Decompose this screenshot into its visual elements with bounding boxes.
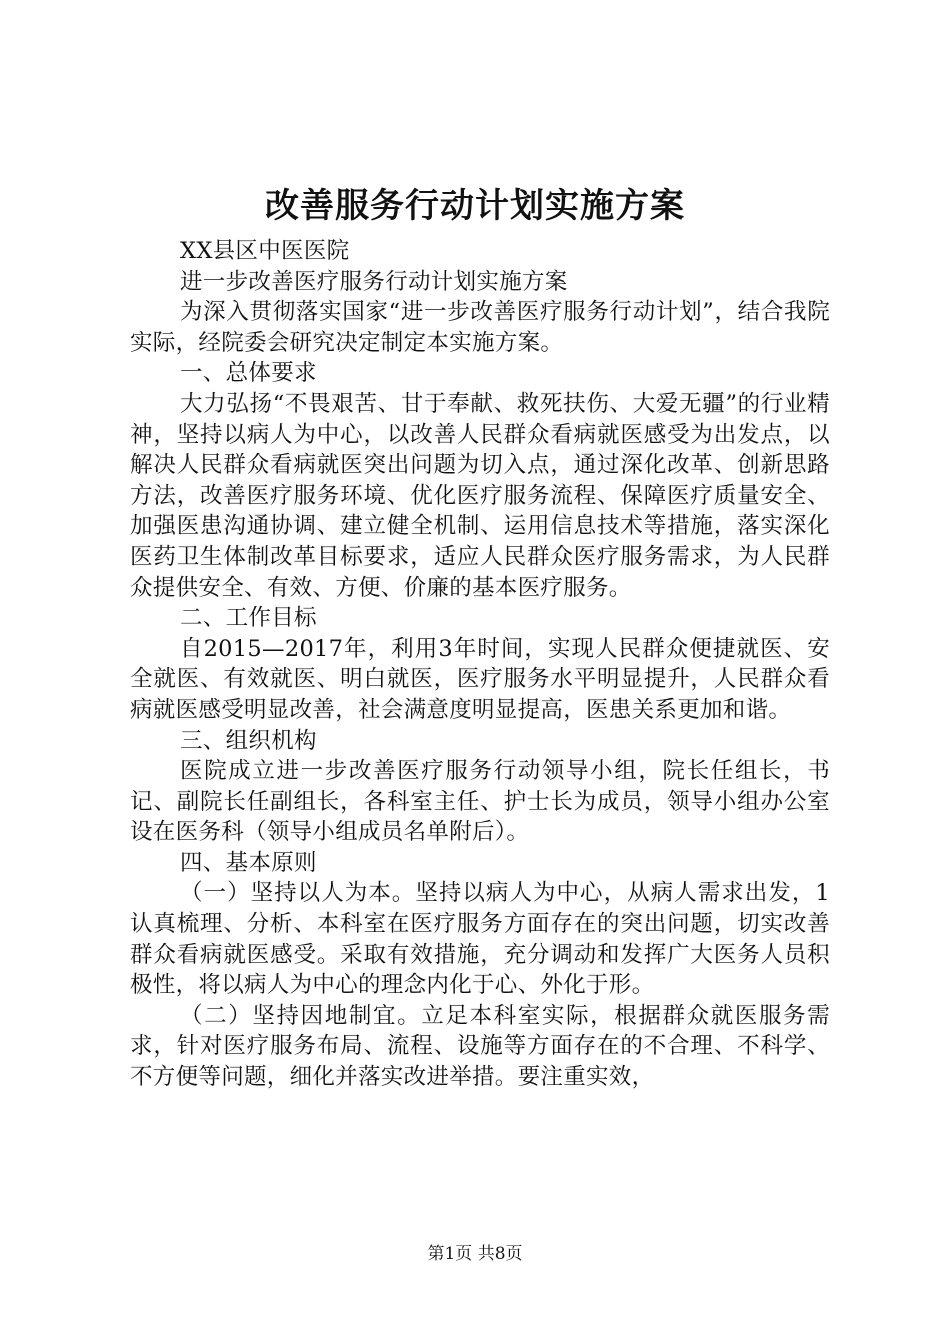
hospital-name: XX县区中医医院 — [180, 238, 350, 264]
section-heading-principles: 四、基本原则 — [180, 849, 317, 876]
goals-paragraph: 自2015—2017年，利用3年时间，实现人民群众便捷就医、安全就医、有效就医、明白就医，医疗服务水平明显提升，人民群众看病就医感受明显改善，社会满意度明显提高，医患关系更加和谐。 — [130, 635, 830, 723]
section-heading-general: 一、总体要求 — [180, 360, 317, 387]
page-footer: 第1页 共8页 — [427, 1244, 523, 1264]
principle-2-paragraph: （二）坚持因地制宜。立足本科室实际，根据群众就医服务需求，针对医疗服务布局、流程、设施等方面存在的不合理、不科学、不方便等问题，细化并落实改进举措。要注重实效， — [130, 1002, 830, 1091]
section-heading-goals: 二、工作目标 — [180, 605, 317, 632]
intro-paragraph: 为深入贯彻落实国家“进一步改善医疗服务行动计划”，结合我院实际，经院委会研究决定制定本实施方案。 — [130, 299, 830, 356]
principle-1-paragraph: （一）坚持以人为本。坚持以病人为中心，从病人需求出发，1认真梳理、分析、本科室在医疗服务方面存在的突出问题，切实改善群众看病就医感受。采取有效措施，充分调动和发挥广大医务人员积极性，将以病人为中心的理念内化于心、外化于形。 — [130, 880, 830, 999]
organization-paragraph: 医院成立进一步改善医疗服务行动领导小组，院长任组长，书记、副院长任副组长，各科室主任、护士长为成员，领导小组办公室设在医务科（领导小组成员名单附后）。 — [130, 758, 830, 846]
document-title: 改善服务行动计划实施方案 — [265, 186, 685, 226]
document-body — [130, 236, 830, 1093]
section-heading-organization: 三、组织机构 — [180, 727, 317, 754]
plan-subtitle: 进一步改善医疗服务行动计划实施方案 — [180, 268, 568, 295]
general-requirements-paragraph: 大力弘扬“不畏艰苦、甘于奉献、救死扶伤、大爱无疆”的行业精神，坚持以病人为中心，以改善人民群众看病就医感受为出发点，以解决人民群众看病就医突出问题为切入点，通过深化改革、创新思路方法，改善医疗服务环境、优化医疗服务流程、保障医疗质量安全、加强医患沟通协调、建立健全机制、运用信息技术等措施，落实深化医药卫生体制改革目标要求，适应人民群众医疗服务需求，为人民群众提供安全、有效、方便、价廉的基本医疗服务。 — [130, 390, 830, 601]
